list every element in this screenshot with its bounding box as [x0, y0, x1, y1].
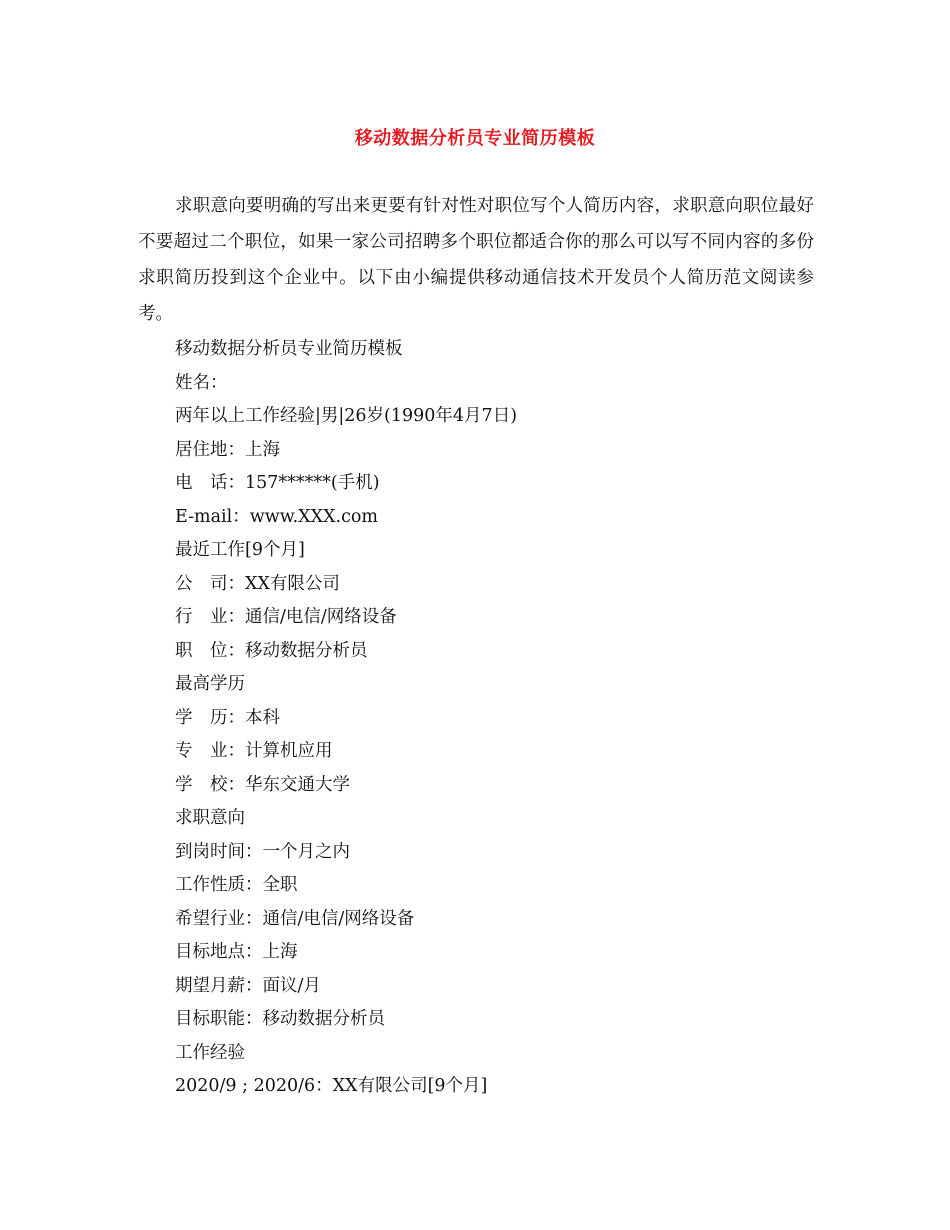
desired-industry-field: 希望行业：通信/电信/网络设备 — [175, 908, 415, 929]
expected-salary-field: 期望月薪：面议/月 — [175, 975, 321, 996]
school-field: 学 校：华东交通大学 — [175, 774, 350, 795]
experience-summary: 两年以上工作经验|男|26岁(1990年4月7日) — [175, 406, 518, 426]
target-location-field: 目标地点：上海 — [175, 942, 298, 962]
document-title: 移动数据分析员专业简历模板 — [354, 128, 596, 149]
job-type-field: 工作性质：全职 — [175, 875, 298, 895]
position-field: 职 位：移动数据分析员 — [175, 640, 368, 661]
resume-heading: 移动数据分析员专业简历模板 — [175, 339, 403, 359]
education-heading: 最高学历 — [175, 674, 245, 694]
phone-field: 电 话：157******(手机) — [175, 473, 380, 493]
company-field: 公 司：XX有限公司 — [175, 573, 340, 594]
start-time-field: 到岗时间：一个月之内 — [175, 841, 350, 862]
industry-field: 行 业：通信/电信/网络设备 — [175, 607, 397, 627]
email-field: E-mail：www.XXX.com — [175, 506, 379, 527]
recent-work-heading: 最近工作[9个月] — [175, 540, 305, 560]
work-experience-heading: 工作经验 — [175, 1042, 245, 1063]
work-experience-entry: 2020/9 ; 2020/6：XX有限公司[9个月] — [175, 1076, 488, 1096]
major-field: 专 业：计算机应用 — [175, 741, 333, 761]
degree-field: 学 历：本科 — [175, 707, 280, 728]
target-function-field: 目标职能：移动数据分析员 — [175, 1009, 385, 1029]
intro-paragraph: 求职意向要明确的写出来更要有针对性对职位写个人简历内容，求职意向职位最好不要超过二个职位，如果一家公司招聘多个职位都适合你的那么可以写不同内容的多份求职简历投到这个企业中。以下由小编提供移动通信技术开发员个人简历范文阅读参考。 — [138, 196, 814, 324]
job-intention-heading: 求职意向 — [175, 808, 245, 828]
residence-field: 居住地：上海 — [175, 439, 280, 460]
resume-lines — [175, 333, 517, 1104]
name-field: 姓名： — [175, 372, 228, 393]
